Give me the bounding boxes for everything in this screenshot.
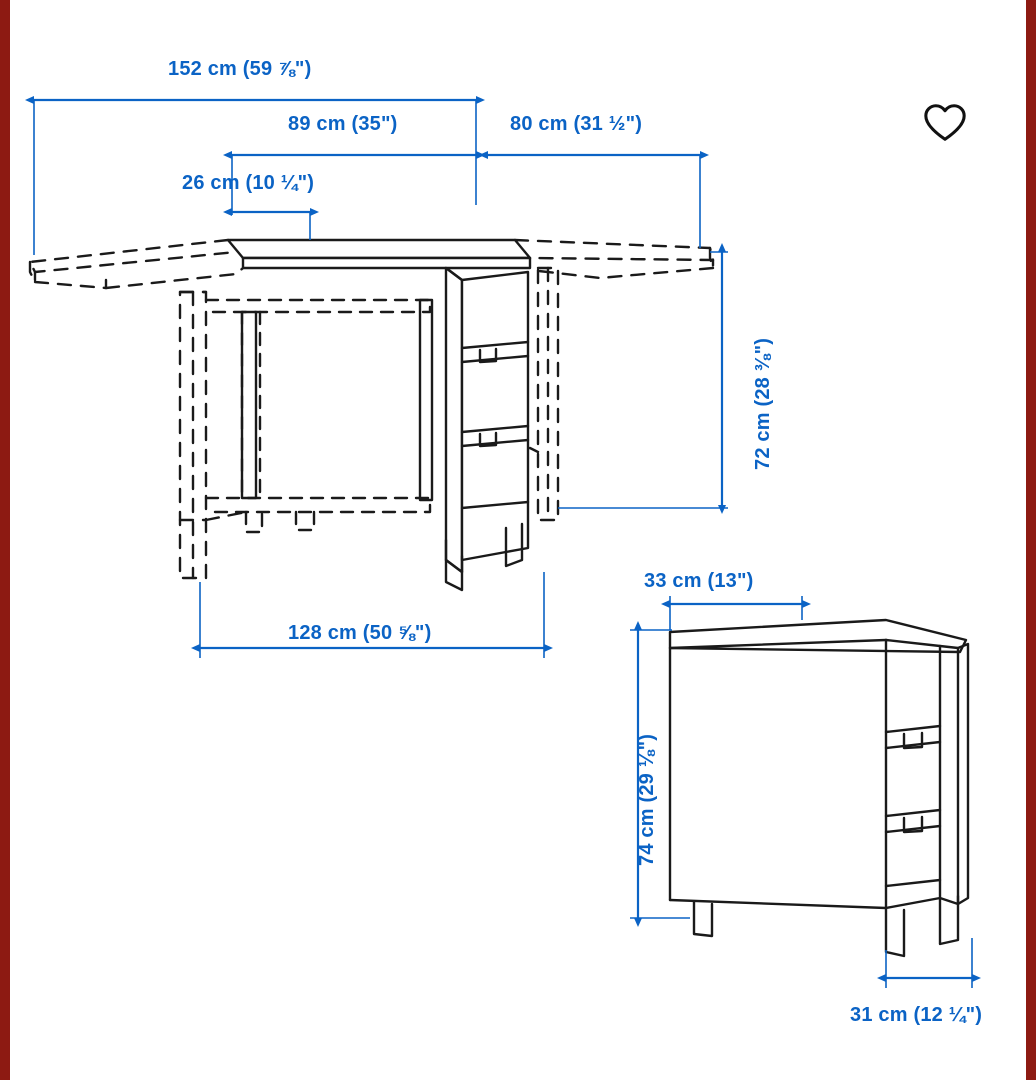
technical-drawing <box>10 0 1026 1080</box>
dim-label-31: 31 cm (12 ¼") <box>850 1004 983 1026</box>
right-border-band <box>1026 0 1036 1080</box>
dim-label-128: 128 cm (50 ⅝") <box>288 622 432 644</box>
dim-label-152: 152 cm (59 ⅞") <box>168 58 312 80</box>
dim-label-74: 74 cm (29 ⅛") <box>636 733 658 866</box>
dim-label-72: 72 cm (28 ⅜") <box>752 337 774 470</box>
heart-icon[interactable] <box>922 100 968 146</box>
dim-label-89: 89 cm (35") <box>288 113 398 135</box>
folded-table-drawing <box>670 620 968 956</box>
dim-label-33: 33 cm (13") <box>644 570 754 592</box>
dimension-lines-open <box>34 100 728 658</box>
dim-label-80: 80 cm (31 ½") <box>510 113 643 135</box>
dim-label-26: 26 cm (10 ¼") <box>182 172 315 194</box>
left-border-band <box>0 0 10 1080</box>
open-table-drawing <box>30 240 713 590</box>
diagram-canvas <box>10 0 1026 1080</box>
dimension-lines-folded <box>630 596 972 988</box>
